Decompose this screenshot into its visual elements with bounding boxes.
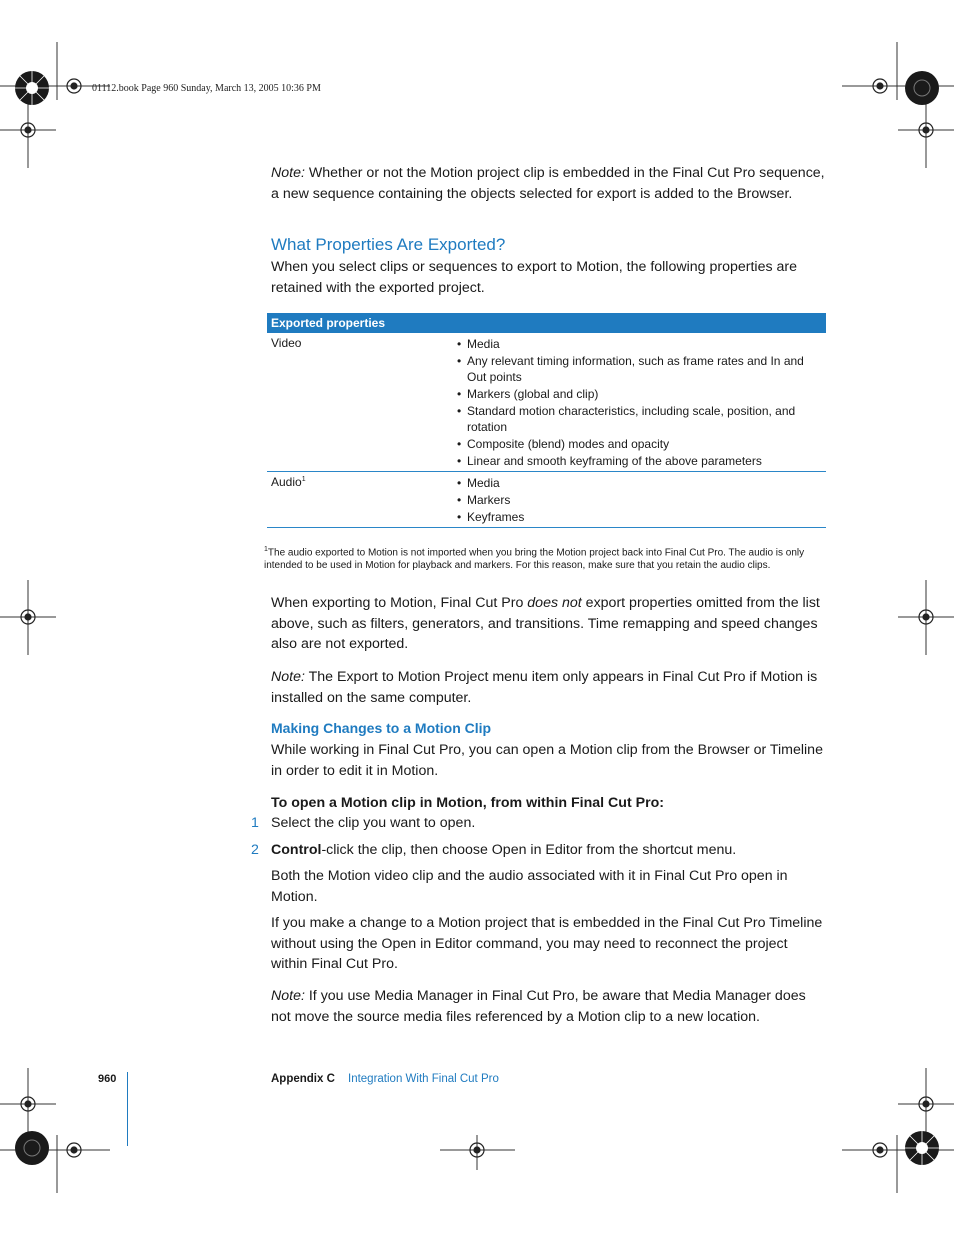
table-row <box>267 333 826 472</box>
list-item: • Media <box>457 475 817 491</box>
list-item: • Media <box>457 336 817 352</box>
page-number: 960 <box>98 1073 117 1085</box>
footer-appendix: Appendix C <box>271 1073 335 1085</box>
step-text-rest: -click the clip, then choose Open in Editor from the shortcut menu. <box>321 842 737 858</box>
note-paragraph <box>271 667 826 708</box>
section-intro: When you select clips or sequences to export to Motion, the following properties are retained with the exported project. <box>271 259 798 296</box>
note-paragraph <box>271 163 826 204</box>
list-item: • Composite (blend) modes and opacity <box>457 436 817 452</box>
list-item: • Markers (global and clip) <box>457 386 817 402</box>
subsection-intro: While working in Final Cut Pro, you can open a Motion clip from the Browser or Timeline in order to edit it in Motion. <box>271 742 823 779</box>
table-row <box>267 472 826 528</box>
note-text: If you use Media Manager in Final Cut Pro, be aware that Media Manager does not move the source media files referenced by a Motion clip to a new location. <box>271 988 806 1025</box>
note-label: Note: <box>271 165 305 181</box>
footnote-text: The audio exported to Motion is not imported when you bring the Motion project back into Final Cut Pro. The audio is only intended to be used in Motion for playback and markers. For this reason, make sure that you retain the audio clips. <box>264 547 805 572</box>
list-item: • Any relevant timing information, such as frame rates and In and Out points <box>457 353 817 386</box>
list-item: • Keyframes <box>457 509 817 525</box>
step-number: 1 <box>251 815 259 831</box>
video-property-list <box>457 336 817 469</box>
exporting-text-before: When exporting to Motion, Final Cut Pro <box>271 595 528 611</box>
note-paragraph <box>271 986 826 1027</box>
audio-property-list <box>457 475 817 525</box>
step-number: 2 <box>251 842 259 858</box>
list-item: • Standard motion characteristics, including scale, position, and rotation <box>457 403 817 436</box>
note-label: Note: <box>271 988 305 1004</box>
step-text <box>271 840 826 861</box>
section-title: What Properties Are Exported? <box>271 235 506 254</box>
row-label-video: Video <box>271 336 302 350</box>
print-header: 01112.book Page 960 Sunday, March 13, 2005 10:36 PM <box>92 83 321 94</box>
footnote-number: 1 <box>264 546 268 553</box>
exporting-emphasis: does not <box>527 595 582 611</box>
footer-chapter-title: Integration With Final Cut Pro <box>348 1073 499 1085</box>
row-label-audio <box>271 475 306 489</box>
table-footnote <box>264 543 826 572</box>
note-text: The Export to Motion Project menu item only appears in Final Cut Pro if Motion is installed on the same computer. <box>271 669 818 706</box>
note-text: Whether or not the Motion project clip is embedded in the Final Cut Pro sequence, a new sequence containing the objects selected for export is added to the Browser. <box>271 165 825 202</box>
exported-properties-table <box>267 313 826 528</box>
table-header: Exported properties <box>267 313 826 333</box>
subsection-title: Making Changes to a Motion Clip <box>271 720 492 736</box>
list-item: • Markers <box>457 492 817 508</box>
exporting-text-after: export properties omitted from the list above, such as filters, generators, and transitions. Time remapping and speed changes also are not exported. <box>271 595 820 652</box>
footer-rule <box>127 1072 128 1146</box>
audio-label-text: Audio <box>271 475 302 489</box>
result-paragraph: Both the Motion video clip and the audio associated with it in Final Cut Pro open in Motion. <box>271 868 788 905</box>
list-item: • Linear and smooth keyframing of the above parameters <box>457 453 817 469</box>
footnote-marker: 1 <box>301 476 306 483</box>
step-1 <box>251 813 826 834</box>
procedure-title: To open a Motion clip in Motion, from within Final Cut Pro: <box>271 795 664 811</box>
note-label: Note: <box>271 669 305 685</box>
step-text: Select the clip you want to open. <box>271 815 476 831</box>
step-keyword: Control <box>271 842 322 858</box>
exporting-paragraph <box>271 593 826 655</box>
step-2 <box>251 840 826 861</box>
reconnect-paragraph: If you make a change to a Motion project that is embedded in the Final Cut Pro Timeline without using the Open in Editor command, you may need to reconnect the project within Final Cut Pro. <box>271 915 823 972</box>
